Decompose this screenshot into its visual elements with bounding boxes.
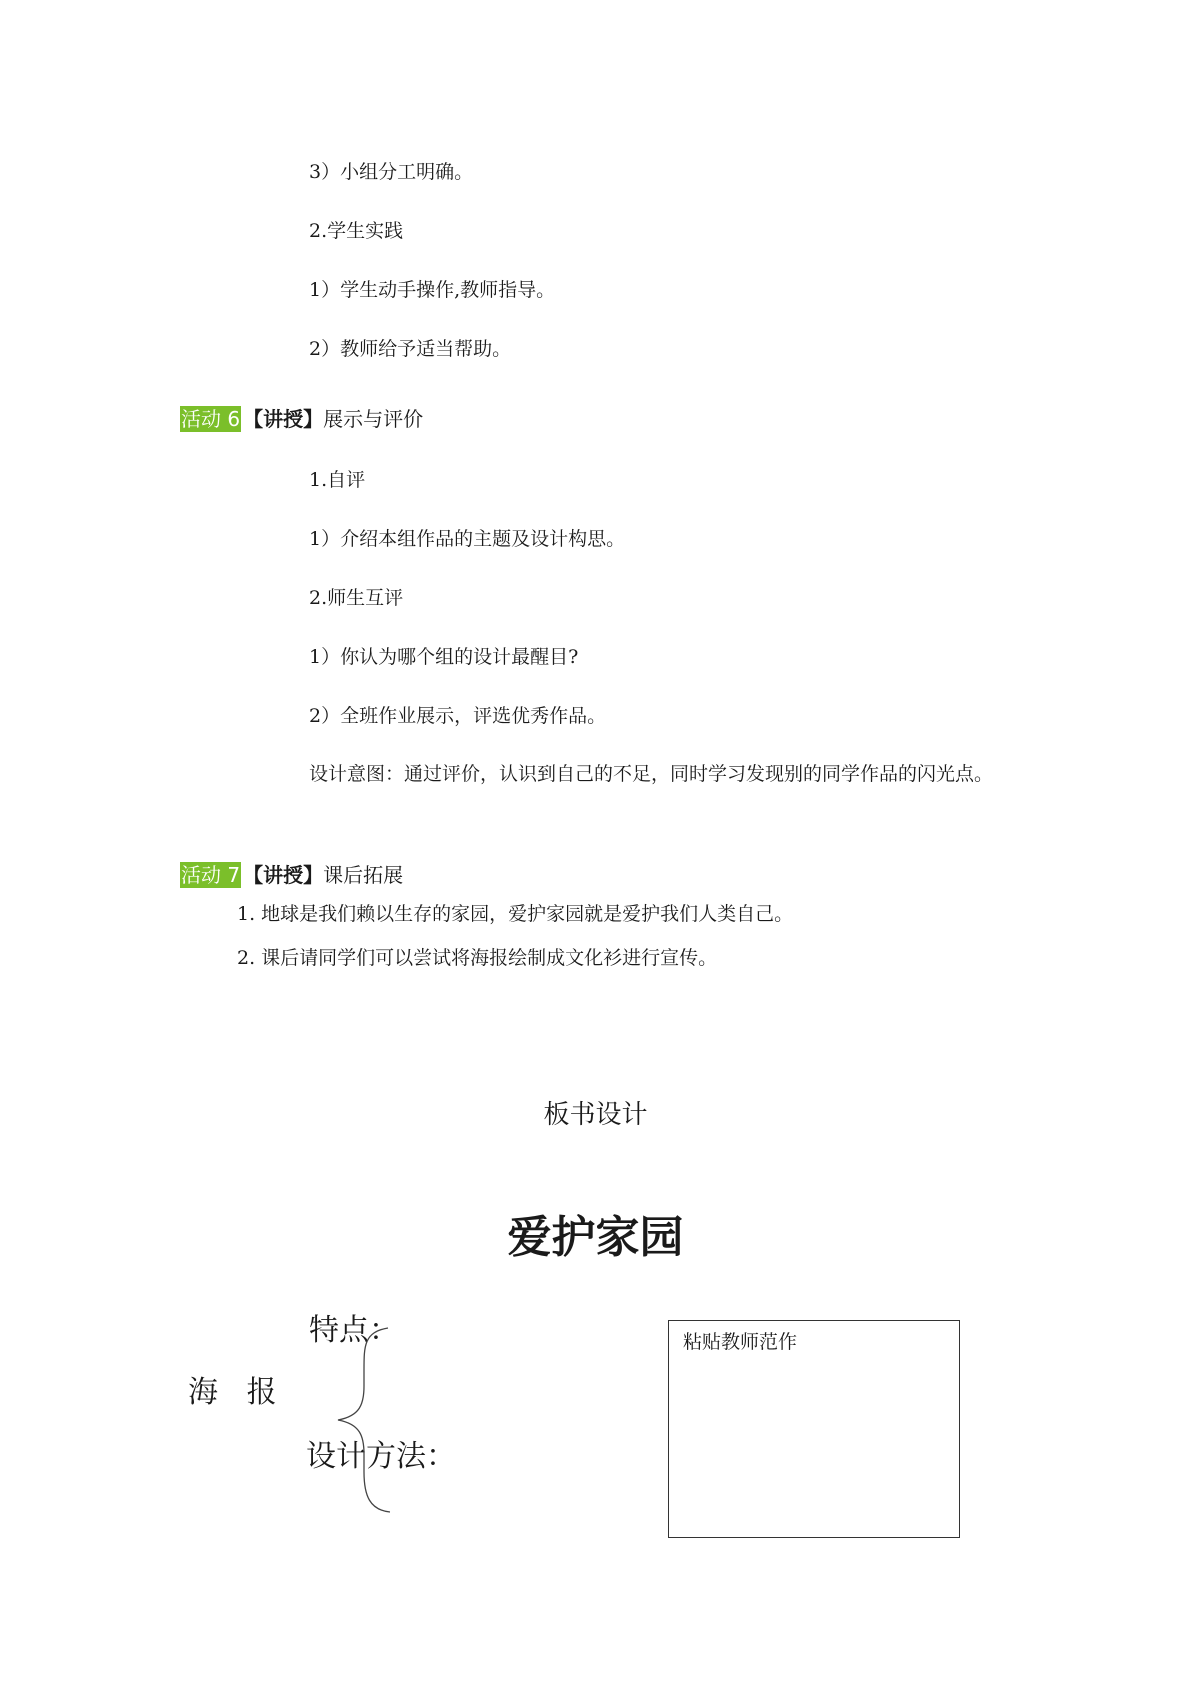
activity-6-item-3: 2.师生互评 [309,587,404,609]
design-intent-text: 设计意图：通过评价，认识到自己的不足，同时学习发现别的同学作品的闪光点。 [309,763,994,785]
activity-6-item-4: 1）你认为哪个组的设计最醒目? [309,646,579,668]
activity-6-tag: 活动 6 [181,407,241,431]
teacher-sample-box [668,1320,960,1538]
activity-6-title: 展示与评价 [323,407,424,431]
activity-6-item-5: 2）全班作业展示，评选优秀作品。 [309,705,607,727]
activity-7-item-2: 2. 课后请同学们可以尝试将海报绘制成文化衫进行宣传。 [237,947,718,969]
step-text-4: 2）教师给予适当帮助。 [309,338,512,360]
activity-6-item-2: 1）介绍本组作品的主题及设计构思。 [309,528,626,550]
activity-7-type: 【讲授】 [243,863,324,887]
board-branch-method: 设计方法： [306,1439,456,1474]
curly-brace-icon [330,1322,400,1518]
activity-6-heading [180,405,423,433]
activity-6-item-1: 1.自评 [309,469,366,491]
activity-6-type: 【讲授】 [243,407,324,431]
board-design-heading: 板书设计 [543,1100,648,1130]
board-title: 爱护家园 [507,1212,684,1263]
activity-7-tag: 活动 7 [181,863,241,887]
step-text-2: 2.学生实践 [309,220,404,242]
activity-7-item-1: 1. 地球是我们赖以生存的家园，爱护家园就是爱护我们人类自己。 [237,903,794,925]
activity-7-heading [180,861,403,889]
step-text-1: 3）小组分工明确。 [309,161,474,183]
activity-7-title: 课后拓展 [323,863,404,887]
step-text-3: 1）学生动手操作,教师指导。 [309,279,556,301]
board-root-poster: 海 报 [188,1375,277,1410]
teacher-sample-label: 粘贴教师范作 [683,1331,798,1353]
board-branch-features: 特点： [309,1313,399,1348]
